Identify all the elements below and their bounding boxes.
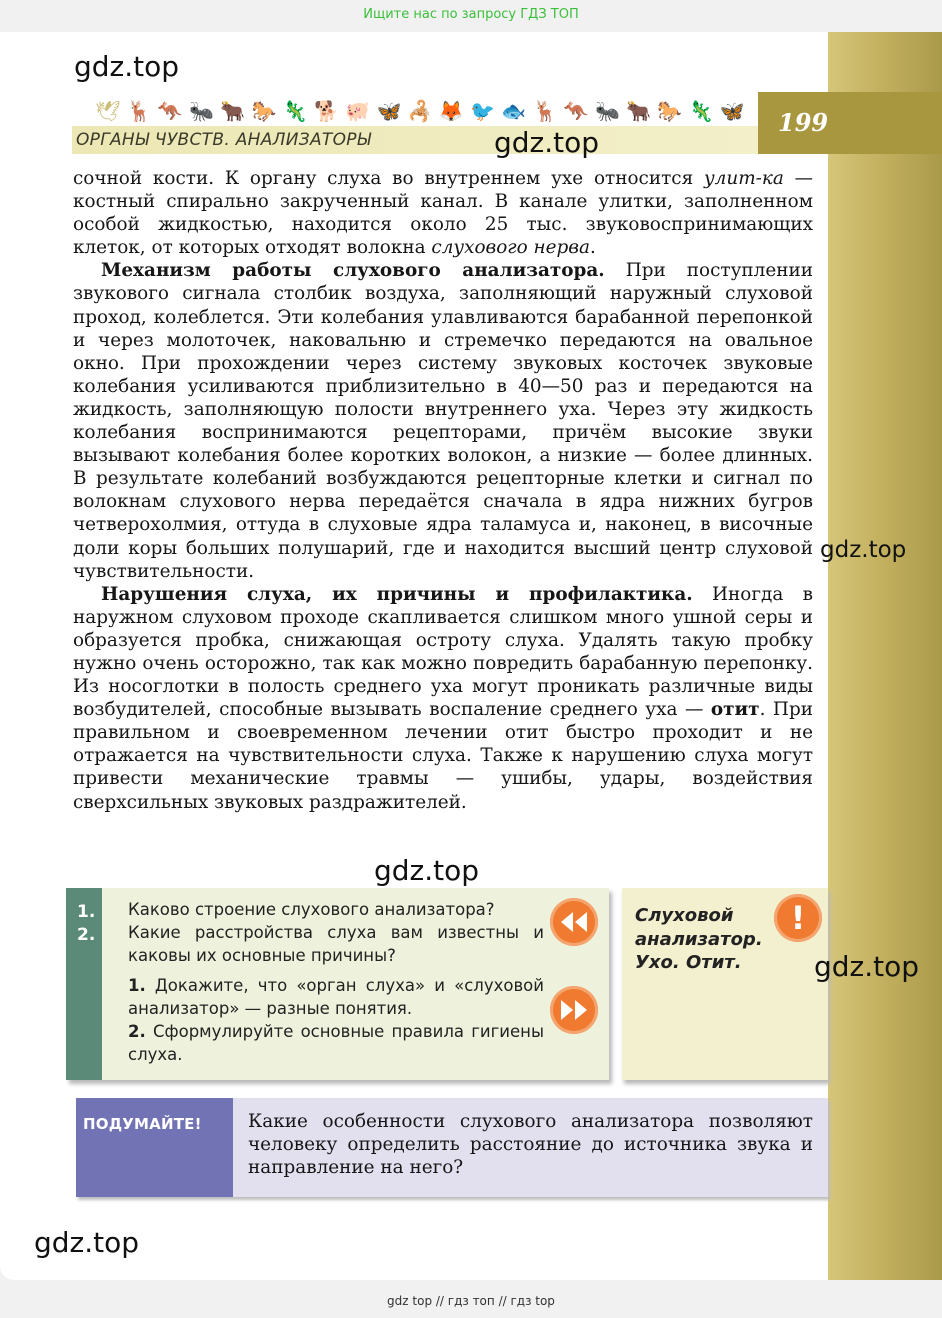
watermark: gdz.top (814, 950, 920, 983)
bird-icon: 🕊 (95, 99, 121, 123)
insect-icon: 🐜 (189, 99, 215, 123)
task-1: 1. Докажите, что «орган слуха» и «слуховой анализатор» — разные понятия. (128, 975, 544, 1018)
page-number: 199 (778, 108, 829, 137)
watermark: gdz.top (74, 50, 180, 83)
kangaroo-icon: 🦘 (157, 99, 183, 123)
horse-icon: 🐎 (251, 99, 277, 123)
question-numbers: 1. 2. (77, 902, 96, 945)
watermark: gdz.top (494, 126, 600, 159)
questions-text (128, 898, 544, 1066)
butterfly-icon: 🦋 (376, 99, 402, 123)
question-1: Каково строение слухового анализатора? (128, 900, 495, 919)
watermark: gdz.top (34, 1226, 140, 1259)
animal-silhouette-strip (95, 98, 745, 124)
scorpion-icon: 🦂 (407, 99, 433, 123)
term-auditory-nerve: слухового нерва (431, 237, 590, 259)
lizard-icon: 🦎 (688, 99, 714, 123)
insect-icon: 🐜 (594, 99, 620, 123)
textbook-page (0, 32, 942, 1280)
paragraph-2: Механизм работы слухового анализатора. При поступлении звукового сигнала столбик воздуха, заполняющий наружный слуховой проход, колеблется. Эти колебания улавливаются барабанной перепонкой и через молоточек, наковальню и стремечко передаются на овальное окно. При прохождении через систему звуковых косточек звуковые колебания усиливаются приблизительно в 40—50 раз и передаются на жидкость, заполняющую полости внутреннего уха. Через эту жидкость колебания воспринимаются рецепторами, причём высокие звуки вызывают колебания более коротких волокон, а низкие — более длинных. В результате колебаний возбуждаются рецепторные клетки и сигнал по волокнам слухового нерва передаётся сначала в ядра нижних бугров четверохолмия, оттуда в слуховые ядра таламуса и, наконец, в височные доли коры больших полушарий, где и находится высший центр слуховой чувствительности. (73, 260, 813, 582)
forward-icon (550, 986, 598, 1034)
bull-icon: 🐂 (626, 99, 652, 123)
butterfly-icon: 🦋 (719, 99, 745, 123)
crane-icon: 🐦 (470, 99, 496, 123)
section-heading-disorders: Нарушения слуха, их причины и профилактика. (101, 583, 693, 605)
watermark: gdz.top (374, 854, 480, 887)
deer-icon: 🦌 (126, 99, 152, 123)
horse-icon: 🐎 (657, 99, 683, 123)
kangaroo-icon: 🦘 (563, 99, 589, 123)
think-question: Какие особенности слухового анализатора позволяют человеку определить расстояние до источника звука и направление на него? (248, 1111, 813, 1179)
task-2: 2. Сформулируйте основные правила гигиены слуха. (128, 1022, 544, 1065)
dog-icon: 🐕 (314, 99, 339, 123)
term-cochlea: улит-ка (703, 168, 784, 189)
question-2: Какие расстройства слуха вам известны и каковы их основные причины? (128, 923, 544, 966)
paragraph-3: Нарушения слуха, их причины и профилактика. Иногда в наружном слуховом проходе скапливается слишком много ушной серы и образуется пробка, снижающая остроту слуха. Удалять такую пробку нужно очень осторожно, так как можно повредить барабанную перепонку. Из носоглотки в полость среднего уха могут проникать различные виды возбудителей, способные вызывать воспаление среднего уха — отит. При правильном и своевременном лечении отит быстро проходит и не отражается на чувствительности слуха. Также к нарушению слуха могут привести механические травмы — ушибы, удары, воздействия сверхсильных звуковых раздражителей. (73, 583, 814, 813)
keywords: Слуховой анализатор. Ухо. Отит. (635, 905, 763, 973)
pig-icon: 🐖 (345, 99, 371, 123)
exclamation-icon: ! (774, 894, 822, 942)
watermark: gdz.top (820, 537, 907, 563)
fox-icon: 🦊 (438, 99, 464, 123)
think-label: ПОДУМАЙТЕ! (83, 1115, 202, 1133)
rewind-icon (550, 898, 598, 946)
think-label-box (76, 1098, 233, 1197)
bottom-banner[interactable]: gdz top // гдз топ // гдз top (387, 1294, 555, 1308)
chapter-title: ОРГАНЫ ЧУВСТВ. АНАЛИЗАТОРЫ (76, 130, 372, 150)
lizard-icon: 🦎 (282, 99, 308, 123)
paragraph-1: сочной кости. К органу слуха во внутреннем ухе относится улит-ка — костный спирально закрученный канал. В канале улитки, заполненном особой жидкостью, находится около 25 тыс. звуковоспринимающих клеток, от которых отходят волокна слухового нерва. (73, 168, 813, 259)
page-edge-band (828, 32, 942, 1280)
term-otitis: отит (710, 699, 760, 721)
top-banner[interactable]: Ищите нас по запросу ГДЗ ТОП (363, 7, 579, 22)
fish-icon: 🐟 (501, 99, 527, 123)
section-heading-mechanism: Механизм работы слухового анализатора. (101, 260, 605, 282)
main-text (73, 167, 813, 814)
bull-icon: 🐂 (220, 99, 246, 123)
deer-icon: 🦌 (532, 99, 558, 123)
